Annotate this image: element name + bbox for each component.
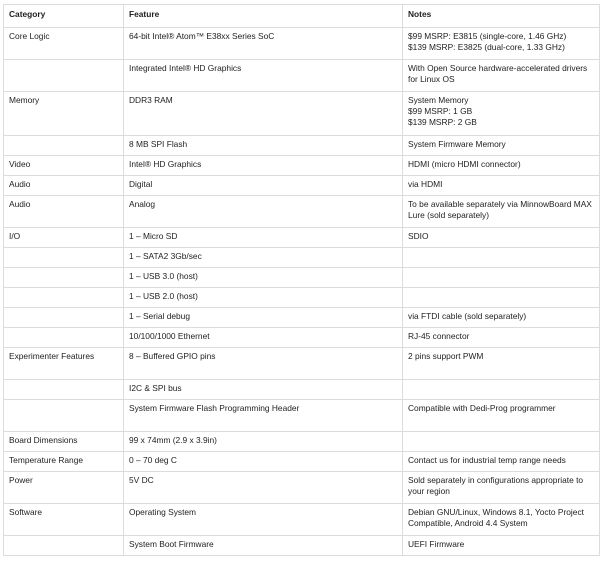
table-body [4, 28, 600, 556]
cell-notes [403, 400, 600, 432]
category-text: Memory [9, 95, 40, 105]
category-text: Board Dimensions [9, 435, 78, 445]
notes-text: Compatible with Dedi-Prog programmer [408, 403, 556, 413]
cell-feature [124, 432, 403, 452]
cell-notes [403, 288, 600, 308]
notes-text: System Firmware Memory [408, 139, 506, 149]
cell-category [4, 348, 124, 380]
cell-feature [124, 348, 403, 380]
notes-text: via HDMI [408, 179, 443, 189]
feature-text: 8 MB SPI Flash [129, 139, 188, 149]
cell-category [4, 248, 124, 268]
notes-text: With Open Source hardware-accelerated drivers for Linux OS [408, 63, 588, 84]
table-row [4, 380, 600, 400]
header-category: Category [4, 5, 124, 28]
table-row [4, 92, 600, 136]
cell-notes [403, 156, 600, 176]
notes-text: via FTDI cable (sold separately) [408, 311, 527, 321]
cell-feature [124, 156, 403, 176]
notes-text: Debian GNU/Linux, Windows 8.1, Yocto Project Compatible, Android 4.4 System [408, 507, 584, 528]
cell-feature [124, 176, 403, 196]
category-text: Audio [9, 199, 31, 209]
cell-category [4, 288, 124, 308]
cell-feature [124, 504, 403, 536]
table-row [4, 432, 600, 452]
table-header [4, 5, 600, 28]
feature-text: 1 – Micro SD [129, 231, 178, 241]
feature-text: I2C & SPI bus [129, 383, 182, 393]
feature-text: 1 – USB 3.0 (host) [129, 271, 198, 281]
header-row [4, 5, 600, 28]
cell-feature [124, 28, 403, 60]
notes-text: RJ-45 connector [408, 331, 470, 341]
cell-category [4, 196, 124, 228]
table-row [4, 308, 600, 328]
table-row [4, 536, 600, 556]
cell-feature [124, 228, 403, 248]
cell-feature [124, 400, 403, 432]
cell-category [4, 380, 124, 400]
feature-text: Intel® HD Graphics [129, 159, 202, 169]
cell-feature [124, 288, 403, 308]
cell-notes [403, 176, 600, 196]
feature-text: 1 – Serial debug [129, 311, 190, 321]
cell-feature [124, 536, 403, 556]
feature-text: 99 x 74mm (2.9 x 3.9in) [129, 435, 217, 445]
category-text: Software [9, 507, 43, 517]
cell-notes [403, 228, 600, 248]
feature-text: System Boot Firmware [129, 539, 214, 549]
feature-text: DDR3 RAM [129, 95, 173, 105]
category-text: Audio [9, 179, 31, 189]
table-row [4, 504, 600, 536]
cell-notes [403, 268, 600, 288]
table-row [4, 228, 600, 248]
cell-feature [124, 308, 403, 328]
cell-notes [403, 248, 600, 268]
feature-text: 1 – USB 2.0 (host) [129, 291, 198, 301]
table-row [4, 28, 600, 60]
cell-category [4, 28, 124, 60]
cell-category [4, 328, 124, 348]
table-row [4, 176, 600, 196]
cell-category [4, 228, 124, 248]
cell-category [4, 268, 124, 288]
cell-notes [403, 380, 600, 400]
table-row [4, 328, 600, 348]
cell-feature [124, 60, 403, 92]
notes-text: To be available separately via MinnowBoard MAX Lure (sold separately) [408, 199, 592, 220]
cell-category [4, 536, 124, 556]
cell-feature [124, 380, 403, 400]
notes-text: System Memory $99 MSRP: 1 GB $139 MSRP: 2 GB [408, 95, 477, 127]
table-row [4, 196, 600, 228]
table-row [4, 60, 600, 92]
cell-notes [403, 432, 600, 452]
cell-category [4, 308, 124, 328]
notes-text: HDMI (micro HDMI connector) [408, 159, 521, 169]
feature-text: Operating System [129, 507, 197, 517]
table-row [4, 248, 600, 268]
cell-notes [403, 504, 600, 536]
table-row [4, 156, 600, 176]
category-text: Temperature Range [9, 455, 84, 465]
cell-notes [403, 328, 600, 348]
cell-category [4, 92, 124, 136]
header-notes: Notes [403, 5, 600, 28]
category-text: Core Logic [9, 31, 50, 41]
feature-text: 0 – 70 deg C [129, 455, 177, 465]
cell-notes [403, 472, 600, 504]
cell-notes [403, 536, 600, 556]
table-row [4, 472, 600, 504]
cell-feature [124, 92, 403, 136]
spec-table-container [3, 4, 599, 556]
notes-text: SDIO [408, 231, 429, 241]
cell-category [4, 432, 124, 452]
cell-category [4, 176, 124, 196]
table-row [4, 288, 600, 308]
header-feature: Feature [124, 5, 403, 28]
cell-feature [124, 196, 403, 228]
notes-text: Contact us for industrial temp range needs [408, 455, 566, 465]
table-row [4, 136, 600, 156]
feature-text: 64-bit Intel® Atom™ E38xx Series SoC [129, 31, 275, 41]
cell-feature [124, 268, 403, 288]
category-text: Experimenter Features [9, 351, 95, 361]
feature-text: 8 – Buffered GPIO pins [129, 351, 216, 361]
cell-notes [403, 308, 600, 328]
spec-table [3, 4, 600, 556]
cell-feature [124, 452, 403, 472]
cell-category [4, 60, 124, 92]
cell-notes [403, 196, 600, 228]
notes-text: UEFI Firmware [408, 539, 465, 549]
table-row [4, 400, 600, 432]
feature-text: Integrated Intel® HD Graphics [129, 63, 242, 73]
notes-text: 2 pins support PWM [408, 351, 484, 361]
feature-text: 10/100/1000 Ethernet [129, 331, 210, 341]
cell-notes [403, 348, 600, 380]
cell-category [4, 452, 124, 472]
cell-category [4, 504, 124, 536]
cell-feature [124, 136, 403, 156]
cell-category [4, 400, 124, 432]
cell-notes [403, 28, 600, 60]
cell-category [4, 136, 124, 156]
feature-text: Digital [129, 179, 153, 189]
cell-notes [403, 60, 600, 92]
cell-feature [124, 328, 403, 348]
cell-feature [124, 472, 403, 504]
category-text: Video [9, 159, 31, 169]
notes-text: Sold separately in configurations appropriate to your region [408, 475, 584, 496]
cell-category [4, 472, 124, 504]
feature-text: System Firmware Flash Programming Header [129, 403, 300, 413]
category-text: Power [9, 475, 33, 485]
table-row [4, 452, 600, 472]
feature-text: 1 – SATA2 3Gb/sec [129, 251, 202, 261]
cell-feature [124, 248, 403, 268]
cell-category [4, 156, 124, 176]
cell-notes [403, 136, 600, 156]
notes-text: $99 MSRP: E3815 (single-core, 1.46 GHz) $139 MSRP: E3825 (dual-core, 1.33 GHz) [408, 31, 567, 52]
cell-notes [403, 92, 600, 136]
cell-notes [403, 452, 600, 472]
table-row [4, 348, 600, 380]
feature-text: Analog [129, 199, 156, 209]
feature-text: 5V DC [129, 475, 154, 485]
table-row [4, 268, 600, 288]
category-text: I/O [9, 231, 21, 241]
